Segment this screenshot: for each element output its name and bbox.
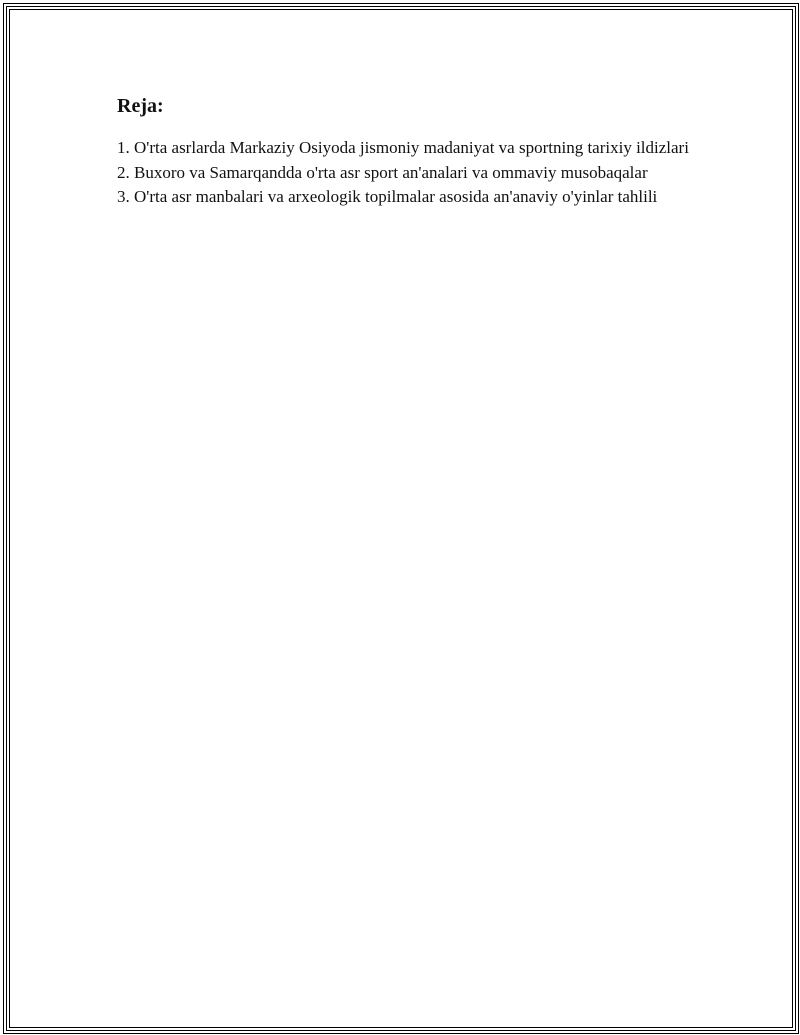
plan-item: 1. O'rta asrlarda Markaziy Osiyoda jismoniy madaniyat va sportning tarixiy ildizlari [117,138,689,157]
plan-item: 3. O'rta asr manbalari va arxeologik topilmalar asosida an'anaviy o'yinlar tahlili [117,187,658,206]
plan-heading: Reja: [117,95,164,117]
document-body [117,92,697,210]
plan-item: 2. Buxoro va Samarqandda o'rta asr sport an'analari va ommaviy musobaqalar [117,162,648,182]
plan-list [117,136,697,210]
